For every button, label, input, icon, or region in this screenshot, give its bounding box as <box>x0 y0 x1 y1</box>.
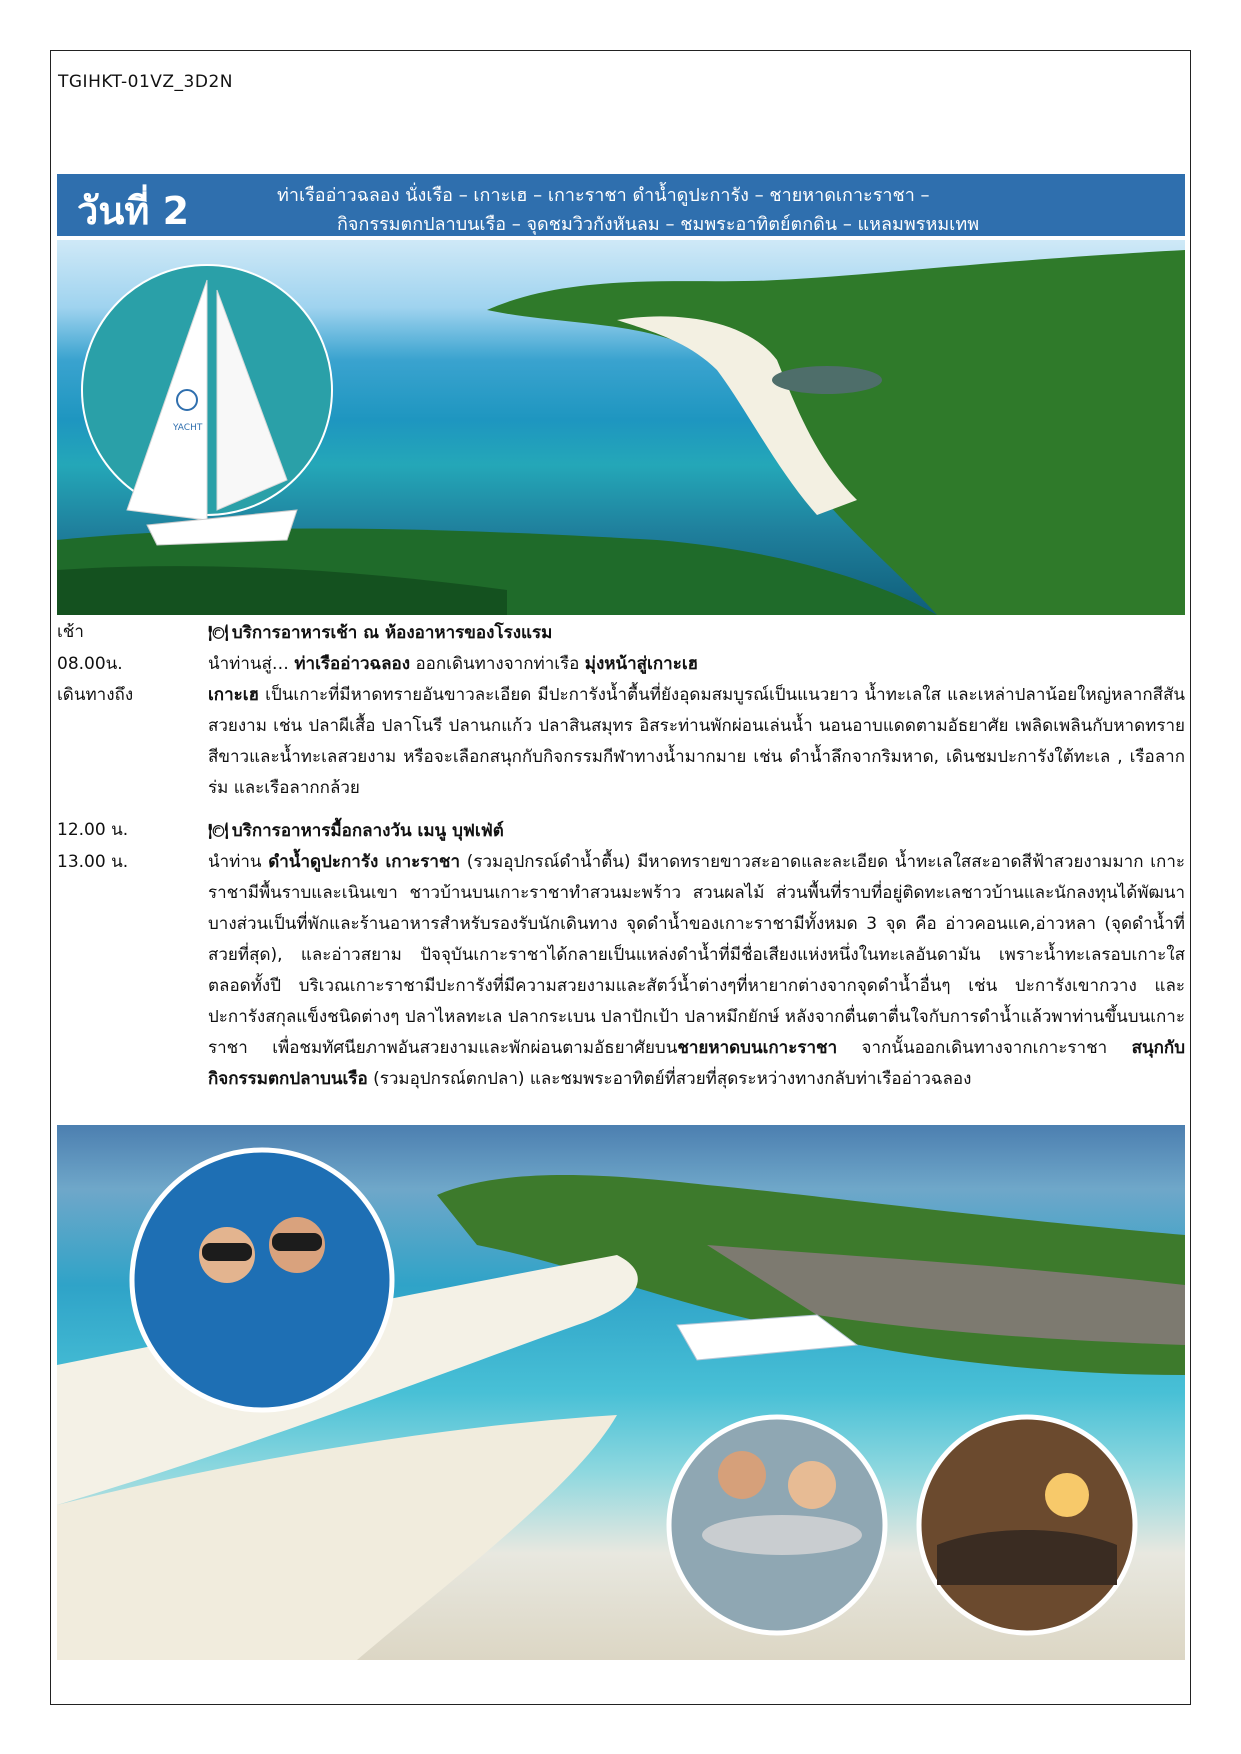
plate-cutlery-icon: 🍽 <box>208 623 229 642</box>
island-beach-photo <box>57 240 1185 615</box>
beach-name: ชายหาดบนเกาะราชา <box>677 1038 838 1058</box>
text-run: นำท่านสู่… <box>208 654 295 674</box>
document-code: TGIHKT-01VZ_3D2N <box>58 72 233 92</box>
yacht-sail-text: YACHT <box>173 423 203 433</box>
time-label: 12.00 น. <box>57 820 129 840</box>
island-name: เกาะเฮ <box>208 685 259 705</box>
text-run: ออกเดินทางจากท่าเรือ <box>410 654 585 674</box>
itinerary-line-2: กิจกรรมตกปลาบนเรือ – จุดชมวิวกังหันลม – ชมพระอาทิตย์ตกดิน – แหลมพรหมเทพ <box>337 214 980 235</box>
pier-name: ท่าเรืออ่าวฉลอง <box>294 654 411 674</box>
activity-name: ดำน้ำดูปะการัง เกาะราชา <box>268 852 461 872</box>
schedule-row-arrive <box>57 680 1185 804</box>
schedule-row-1200 <box>57 815 1185 847</box>
lunch-text: บริการอาหารมื้อกลางวัน เมนู บุฟเฟ่ต์ <box>231 821 504 841</box>
sandbar-island-photo <box>57 1125 1185 1660</box>
time-label: เดินทางถึง <box>57 685 134 705</box>
time-label: 08.00น. <box>57 654 123 674</box>
island-beach-illustration <box>57 240 1185 615</box>
afternoon-schedule <box>57 815 1185 1095</box>
text-run: จากนั้นออกเดินทางจากเกาะราชา <box>837 1038 1132 1058</box>
sandbar-island-illustration <box>57 1125 1185 1660</box>
day-title: วันที่ 2 <box>77 189 190 233</box>
breakfast-text: บริการอาหารเช้า ณ ห้องอาหารของโรงแรม <box>231 623 553 643</box>
morning-schedule <box>57 617 1185 804</box>
destination: มุ่งหน้าสู่เกาะเฮ <box>584 654 699 674</box>
itinerary-line-1: ท่าเรืออ่าวฉลอง นั่งเรือ – เกาะเฮ – เกาะราชา ดำน้ำดูปะการัง – ชายหาดเกาะราชา – <box>277 185 930 206</box>
plate-cutlery-icon: 🍽 <box>208 821 229 840</box>
day-banner <box>57 174 1185 236</box>
activity-name: สนุกกับกิจกรรมตกปลาบนเรือ <box>208 1038 1185 1089</box>
schedule-row-0800 <box>57 649 1185 680</box>
description-text: (รวมอุปกรณ์ดำน้ำตื้น) มีหาดทรายขาวสะอาดและละเอียด น้ำทะเลใสสะอาดสีฟ้าสวยงามมาก เกาะราชามีพื้นราบและเนินเขา ชาวบ้านบนเกาะราชาทำสวนมะพร้าว สวนผลไม้ ส่วนพื้นที่ราบที่อยู่ติดทะเลชาวบ้านและนักลงทุนได้พัฒนาบางส่วนเป็นที่พักและร้านอาหารสำหรับรองรับนักเดินทาง จุดดำน้ำของเกาะราชามีทั้งหมด 3 จุด คือ อ่าวคอนแค,อ่าวหลา (จุดดำน้ำที่สวยที่สุด), และอ่าวสยาม ปัจจุบันเกาะราชาได้กลายเป็นแหล่งดำน้ำที่มีชื่อเสียงแห่งหนึ่งในทะเลอันดามัน เพราะน้ำทะเลรอบเกาะใสตลอดทั้งปี บริเวณเกาะราชามีปะการังที่มีความสวยงามและสัตว์น้ำต่างๆที่หายากต่างจากจุดดำน้ำอื่นๆ เช่น ปะการังเขากวาง และปะการังสกุลแข็งชนิดต่างๆ ปลาไหลทะเล ปลากระเบน ปลาปักเป้า ปลาหมึกยักษ์ หลังจากตื่นตาตื่นใจกับการดำน้ำแล้วพาท่านขึ้นบนเกาะราชา เพื่อชมทัศนียภาพอันสวยงามและพักผ่อนตามอัธยาศัยบน <box>208 852 1185 1058</box>
text-run: นำท่าน <box>208 852 269 872</box>
time-label: เช้า <box>57 622 84 642</box>
description-text: เป็นเกาะที่มีหาดทรายอันขาวละเอียด มีปะการังน้ำตื้นที่ยังอุดมสมบูรณ์เป็นแนวยาว น้ำทะเลใส และเหล่าปลาน้อยใหญ่หลากสีสันสวยงาม เช่น ปลาผีเสื้อ ปลาโนรี ปลานกแก้ว ปลาสินสมุทร อิสระท่านพักผ่อนเล่นน้ำ นอนอาบแดดตามอัธยาศัย เพลิดเพลินกับหาดทรายสีขาวและน้ำทะเลสวยงาม หรือจะเลือกสนุกกับกิจกรรมกีฬาทางน้ำมากมาย เช่น ดำน้ำลึกจากริมหาด, เดินชมปะการังใต้ทะเล , เรือลากร่ม และเรือลากกล้วย <box>208 685 1185 798</box>
text-run: (รวมอุปกรณ์ตกปลา) และชมพระอาทิตย์ที่สวยที่สุดระหว่างทางกลับท่าเรืออ่าวฉลอง <box>367 1069 972 1089</box>
time-label: 13.00 น. <box>57 852 129 872</box>
schedule-row-morning <box>57 617 1185 649</box>
schedule-row-1300 <box>57 847 1185 1095</box>
